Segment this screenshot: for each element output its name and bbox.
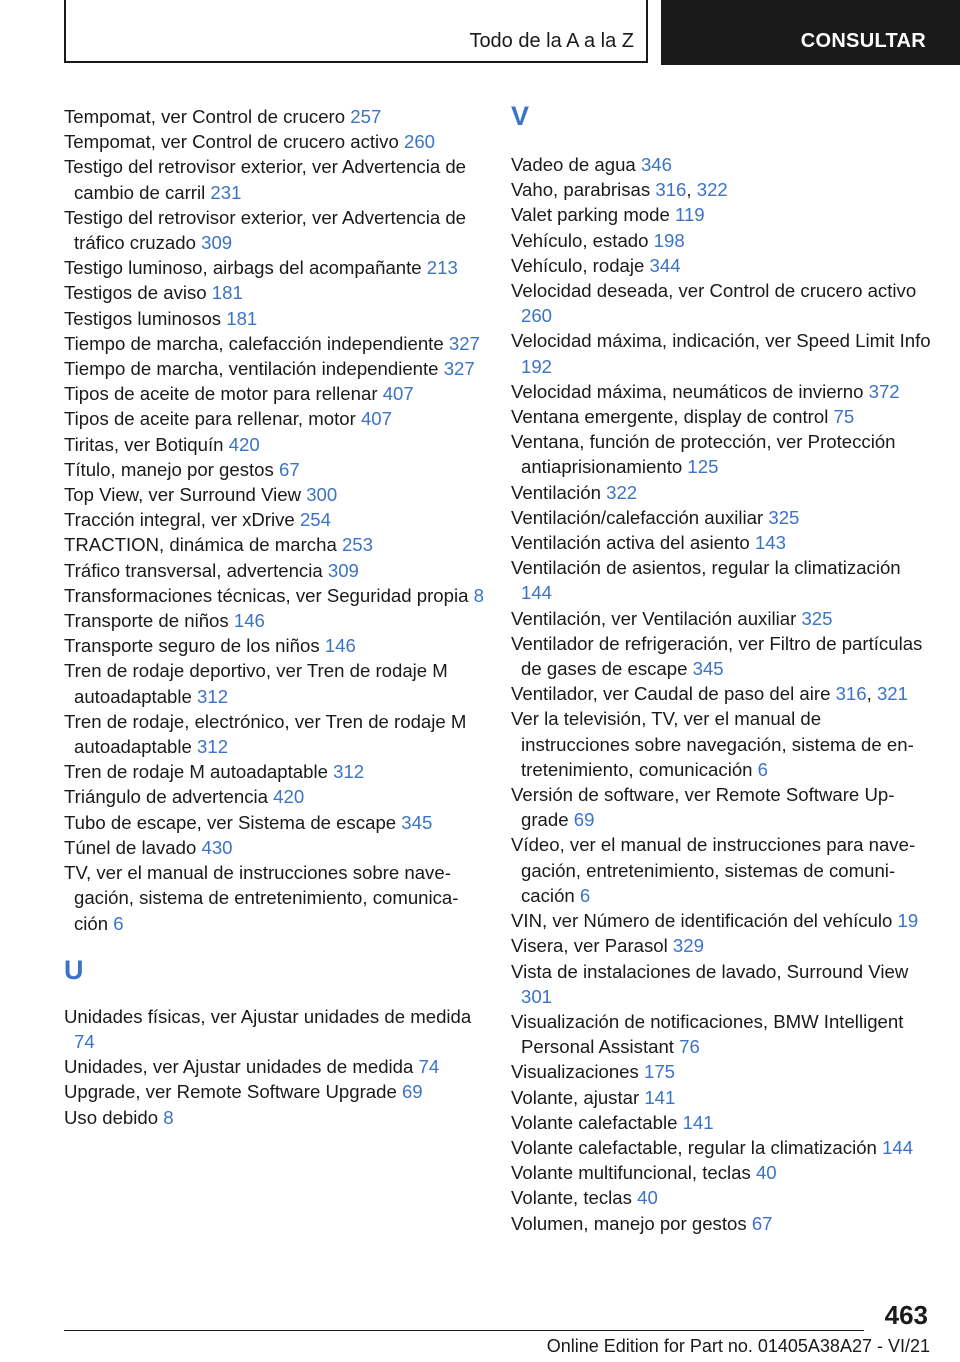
page-reference-link[interactable]: 141 <box>682 1111 714 1133</box>
index-entry <box>511 379 931 404</box>
index-entry-text: Uso debido <box>64 1106 164 1128</box>
index-entry-text: TRACTION, dinámica de marcha <box>64 534 342 556</box>
page-reference-link[interactable]: 213 <box>426 257 458 279</box>
index-entry-text: Volante calefactable, regular la climatización <box>511 1136 883 1158</box>
index-entry-text: Transformaciones técnicas, ver Seguridad propia <box>64 584 474 606</box>
index-entry-text: Ventana emergente, display de control <box>511 406 834 428</box>
index-entry-text: Triángulo de advertencia <box>64 786 274 808</box>
index-entry <box>64 507 484 532</box>
index-entry-text: Ventilador de refrigeración, ver Filtro de partículas de gases de escape <box>511 632 923 680</box>
page-reference-link[interactable]: 69 <box>573 809 595 831</box>
index-entry-text: Tubo de escape, ver Sistema de escape <box>64 811 402 833</box>
page-reference-link[interactable]: 141 <box>644 1086 676 1108</box>
page-reference-link[interactable]: 316 <box>835 683 867 705</box>
index-entry <box>64 482 484 507</box>
index-entry-text: Ventilador, ver Caudal de paso del aire <box>511 683 836 705</box>
page-reference-link[interactable]: 175 <box>644 1061 676 1083</box>
page-number: 463 <box>884 1300 928 1330</box>
index-entry <box>64 1054 484 1079</box>
index-entry: Vaho, parabrisas 316, 322 <box>511 179 728 201</box>
letter-heading-u: U <box>64 954 84 985</box>
page-reference-link[interactable]: 143 <box>754 532 786 554</box>
index-entry <box>511 530 931 555</box>
entries-v <box>511 152 931 1236</box>
index-entry-text: Ventilación, ver Ventilación auxiliar <box>511 607 802 629</box>
index-entry-text: Testigo del retrovisor exterior, ver Advertencia de cambio de carril <box>64 156 467 203</box>
index-entry-text: Tipos de aceite para rellenar, motor <box>64 408 361 430</box>
index-entry-text: Volante, teclas <box>511 1187 638 1209</box>
page-reference-link[interactable]: 181 <box>211 282 243 304</box>
index-entry <box>511 404 931 429</box>
index-entry-text: Tiritas, ver Botiquín <box>64 433 229 455</box>
page-reference-link[interactable]: 74 <box>418 1056 440 1078</box>
index-entry <box>64 356 484 381</box>
index-entry <box>64 759 484 784</box>
index-entry <box>64 1105 484 1130</box>
entries-t <box>64 104 484 936</box>
index-entry <box>511 1211 931 1236</box>
index-entry-text: Volante calefactable <box>511 1111 683 1133</box>
index-entry-text: Ventana, función de protección, ver Protección antiaprisionamiento <box>511 431 896 478</box>
index-entry <box>511 505 931 530</box>
index-entry-text: Vehículo, rodaje <box>511 254 650 276</box>
index-entry <box>64 658 484 708</box>
index-entry <box>64 129 484 154</box>
page-reference-link[interactable]: 69 <box>401 1081 423 1103</box>
index-entry-text: Ventilación <box>511 481 607 503</box>
index-entry <box>511 1110 931 1135</box>
chapter-tab <box>661 0 960 65</box>
page-reference-link[interactable]: 231 <box>210 181 242 203</box>
page-reference-link[interactable]: 316 <box>655 179 687 201</box>
page-reference-link[interactable]: 6 <box>113 912 124 934</box>
page-reference-link[interactable]: 312 <box>197 685 229 707</box>
index-entry <box>511 1160 931 1185</box>
index-entry-text: Testigo del retrovisor exterior, ver Advertencia de tráfico cruzado <box>64 206 467 254</box>
page-reference-link[interactable]: 309 <box>201 232 233 254</box>
page-reference-link[interactable]: 300 <box>306 484 338 506</box>
page-reference-link[interactable]: 325 <box>768 506 800 528</box>
page-reference-link[interactable]: 312 <box>197 736 229 758</box>
page-reference-link[interactable]: 181 <box>226 307 258 329</box>
index-entry <box>64 280 484 305</box>
index-entry <box>511 959 931 1009</box>
index-entry-text: Visualización de notificaciones, BMW Intelligent Personal Assistant <box>511 1010 904 1058</box>
index-entry <box>64 1004 484 1054</box>
index-entry-text: Título, manejo por gestos <box>64 458 279 480</box>
entries-u <box>64 1004 484 1130</box>
page-reference-link[interactable]: 345 <box>401 811 433 833</box>
index-entry-text: Visualizaciones <box>511 1061 644 1083</box>
page-reference-link[interactable]: 309 <box>327 559 359 581</box>
index-entry-text: Velocidad deseada, ver Control de crucero activo <box>511 280 917 302</box>
index-entry <box>64 633 484 658</box>
page-reference-link[interactable]: 327 <box>448 332 480 354</box>
index-entry-text: Unidades físicas, ver Ajustar unidades de medida <box>64 1005 472 1027</box>
index-entry <box>511 908 931 933</box>
page-reference-link[interactable]: 407 <box>360 408 392 430</box>
index-entry <box>64 810 484 835</box>
index-entry-text: Tráfico transversal, advertencia <box>64 559 328 581</box>
page-reference-link[interactable]: 312 <box>333 761 365 783</box>
page-reference-link[interactable]: 260 <box>521 305 553 327</box>
page-reference-link[interactable]: 40 <box>637 1187 658 1209</box>
page-reference-link[interactable]: 322 <box>696 179 728 201</box>
page-reference-link[interactable]: 407 <box>382 383 414 405</box>
index-entry: Ventilador, ver Caudal de paso del aire 316, 321 <box>511 683 908 705</box>
index-entry <box>64 608 484 633</box>
index-entry-text: Velocidad máxima, indicación, ver Speed Limit Info <box>511 330 931 352</box>
index-entry <box>511 429 931 479</box>
footer-edition: Online Edition for Part no. 01405A38A27 - VI/21 <box>546 1336 930 1356</box>
page-reference-link[interactable]: 372 <box>868 380 900 402</box>
index-entry <box>64 532 484 557</box>
index-entry-text: Testigo luminoso, airbags del acompañante <box>64 257 427 279</box>
index-entry-text: Transporte de niños <box>64 610 234 632</box>
index-entry-text: Túnel de lavado <box>64 836 202 858</box>
index-entry-text: Transporte seguro de los niños <box>64 635 325 657</box>
page-reference-link[interactable]: 144 <box>521 582 553 604</box>
index-entry-text: Ventilación activa del asiento <box>511 532 755 554</box>
page-reference-link[interactable]: 329 <box>672 935 704 957</box>
index-entry <box>511 606 931 631</box>
page-reference-link[interactable]: 346 <box>640 154 672 175</box>
index-entry-text: Valet parking mode <box>511 204 675 226</box>
page-reference-link[interactable]: 146 <box>233 610 265 632</box>
page-reference-link[interactable]: 322 <box>606 481 638 503</box>
page-reference-link[interactable]: 198 <box>653 229 685 251</box>
page-reference-link[interactable]: 257 <box>350 106 382 127</box>
index-entry <box>64 709 484 759</box>
page-reference-link[interactable]: 420 <box>228 433 260 455</box>
page-reference-link[interactable]: 301 <box>521 985 553 1007</box>
index-entry-text: Top View, ver Surround View <box>64 484 307 506</box>
index-entry-text: Ventilación de asientos, regular la climatización <box>511 557 901 579</box>
index-entry-text: Vaho, parabrisas <box>511 179 656 201</box>
page-reference-link[interactable]: 344 <box>649 254 681 276</box>
index-entry <box>511 480 931 505</box>
index-entry <box>64 457 484 482</box>
index-entry-text: Unidades, ver Ajustar unidades de medida <box>64 1056 419 1078</box>
index-entry-text: Tempomat, ver Control de crucero activo <box>64 131 404 153</box>
index-entry <box>511 782 931 832</box>
page-reference-link[interactable]: 8 <box>163 1106 174 1128</box>
page-reference-link[interactable]: 146 <box>324 635 356 657</box>
index-entry <box>64 432 484 457</box>
index-entry-text: Velocidad máxima, neumáticos de invierno <box>511 380 869 402</box>
page-reference-link[interactable]: 345 <box>692 658 724 680</box>
page-reference-link[interactable]: 253 <box>341 534 373 556</box>
index-entry-text: Tiempo de marcha, ventilación independiente <box>64 358 444 380</box>
index-entry <box>64 1079 484 1104</box>
index-entry <box>64 558 484 583</box>
index-entry <box>511 152 931 177</box>
index-entry-text: Volumen, manejo por gestos <box>511 1212 752 1234</box>
page-reference-link[interactable]: 125 <box>687 456 719 478</box>
index-entry-text: Ver la televisión, TV, ver el manual de instrucciones sobre navegación, sistema de entretenimiento, comunicación <box>511 708 914 780</box>
index-entry <box>511 1059 931 1084</box>
index-entry-text: Volante, ajustar <box>511 1086 645 1108</box>
index-entry <box>64 255 484 280</box>
index-entry <box>511 1085 931 1110</box>
page-reference-link[interactable]: 254 <box>299 509 331 531</box>
page-reference-link[interactable]: 119 <box>675 204 705 226</box>
index-entry <box>511 933 931 958</box>
index-entry <box>511 228 931 253</box>
page-reference-link[interactable]: 327 <box>443 358 475 380</box>
index-entry <box>64 784 484 809</box>
index-entry <box>511 253 931 278</box>
page-reference-link[interactable]: 430 <box>201 836 233 858</box>
index-entry <box>64 583 484 608</box>
left-column <box>64 104 484 1130</box>
index-entry-text: Ventilación/calefacción auxiliar <box>511 506 769 528</box>
page-reference-link[interactable]: 6 <box>757 758 769 780</box>
index-entry <box>511 278 931 328</box>
page-reference-link[interactable]: 8 <box>473 584 484 606</box>
index-entry-text: Vista de instalaciones de lavado, Surround View <box>511 960 909 982</box>
page-reference-link[interactable]: 6 <box>579 884 591 906</box>
index-entry-text: Tren de rodaje M autoadaptable <box>64 761 334 783</box>
page-reference-link[interactable]: 76 <box>679 1036 700 1058</box>
index-entry-text: VIN, ver Número de identificación del vehículo <box>511 910 898 932</box>
index-entry-text: TV, ver el manual de instrucciones sobre navegación, sistema de entretenimiento, comunicación <box>64 862 459 934</box>
index-entry-text: Tiempo de marcha, calefacción independiente <box>64 332 449 354</box>
index-entry-text: Vehículo, estado <box>511 229 654 251</box>
right-column <box>511 100 931 1236</box>
index-entry <box>511 631 931 681</box>
page-reference-link[interactable]: 75 <box>833 406 855 428</box>
index-entry <box>511 706 931 782</box>
page-reference-link[interactable]: 144 <box>882 1136 914 1158</box>
index-entry <box>511 202 931 227</box>
page-reference-link[interactable]: 260 <box>404 131 436 153</box>
page-reference-link[interactable]: 40 <box>755 1162 777 1184</box>
index-entry <box>64 331 484 356</box>
page-reference-link[interactable]: 192 <box>521 355 553 377</box>
index-entry <box>64 406 484 431</box>
index-entry-text: Volante multifuncional, teclas <box>511 1162 756 1184</box>
index-entry-text: Versión de software, ver Remote Software Upgrade <box>511 784 895 831</box>
chapter-label: CONSULTAR <box>800 30 926 52</box>
index-entry <box>64 205 484 255</box>
page-reference-link[interactable]: 67 <box>278 458 300 480</box>
index-entry-text: Testigos luminosos <box>64 307 227 329</box>
index-entry <box>511 328 931 378</box>
index-entry-text: Tracción integral, ver xDrive <box>64 509 300 531</box>
index-entry <box>511 555 931 605</box>
index-entry <box>64 860 484 936</box>
index-entry <box>64 104 484 129</box>
page-reference-link[interactable]: 19 <box>897 910 919 932</box>
page-reference-link[interactable]: 420 <box>273 786 305 808</box>
index-entry-text: Tipos de aceite de motor para rellenar <box>64 383 383 405</box>
page-reference-link[interactable]: 321 <box>876 683 908 705</box>
index-entry <box>64 306 484 331</box>
index-entry <box>511 832 931 908</box>
page-reference-link[interactable]: 74 <box>74 1030 95 1052</box>
footer-rule <box>64 1330 864 1331</box>
index-entry-text: Vídeo, ver el manual de instrucciones para navegación, entretenimiento, sistemas de comunicación <box>511 834 916 906</box>
index-entry-text: Vadeo de agua <box>511 154 641 175</box>
index-entry <box>64 835 484 860</box>
index-entry-text: Tempomat, ver Control de crucero <box>64 106 351 127</box>
index-entry <box>511 1009 931 1059</box>
index-entry-text: Tren de rodaje deportivo, ver Tren de rodaje M autoadaptable <box>64 660 448 707</box>
index-entry-text: Tren de rodaje, electrónico, ver Tren de rodaje M autoadaptable <box>64 710 467 758</box>
letter-heading-v: V <box>511 101 530 131</box>
index-entry-text: Upgrade, ver Remote Software Upgrade <box>64 1081 402 1103</box>
index-entry <box>64 381 484 406</box>
page-reference-link[interactable]: 67 <box>751 1212 773 1234</box>
index-entry-text: Testigos de aviso <box>64 282 212 304</box>
index-entry <box>511 1185 931 1210</box>
index-entry <box>64 154 484 204</box>
index-entry-text: Visera, ver Parasol <box>511 935 673 957</box>
page-reference-link[interactable]: 325 <box>801 607 833 629</box>
section-tab <box>64 0 648 63</box>
index-entry <box>511 1135 931 1160</box>
section-label: Todo de la A a la Z <box>469 30 634 52</box>
